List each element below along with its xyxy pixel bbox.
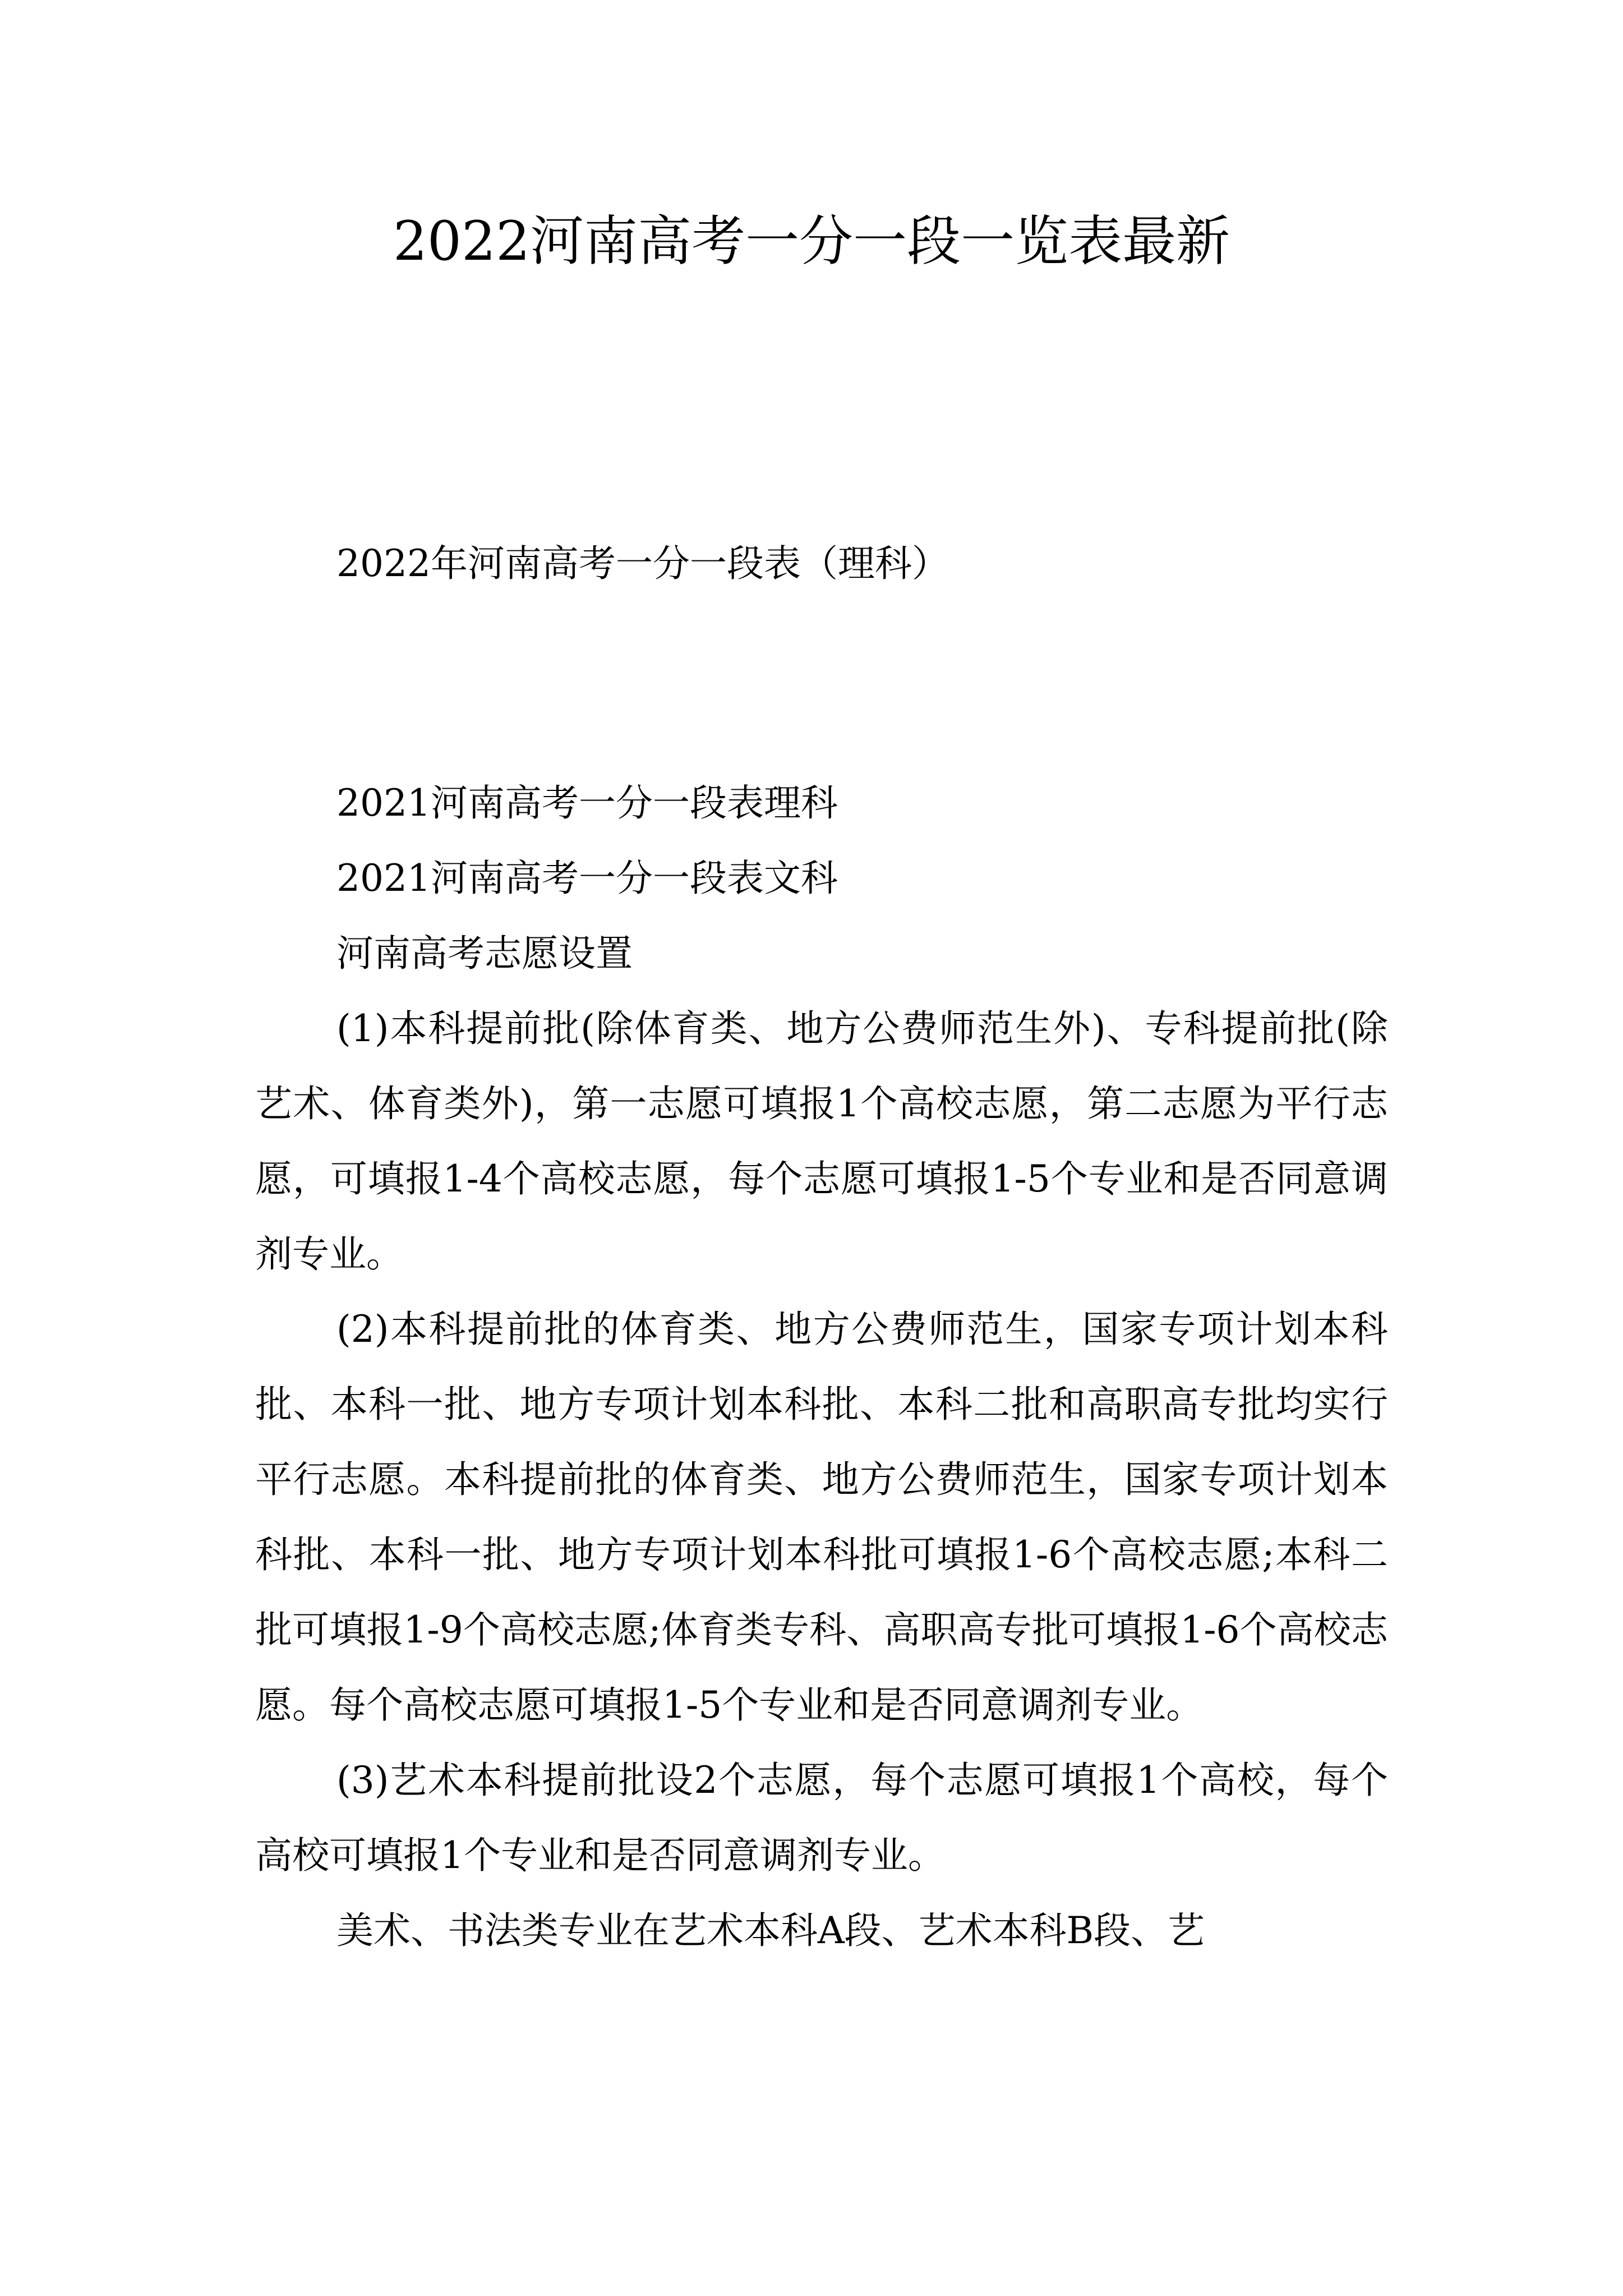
document-title: 2022河南高考一分一段一览表最新 — [393, 210, 1230, 273]
section-heading: 河南高考志愿设置 — [336, 932, 633, 975]
paragraph: (2)本科提前批的体育类、地方公费师范生，国家专项计划本科批、本科一批、地方专项计划本科批、本科二批和高职高专批均实行平行志愿。本科提前批的体育类、地方公费师范生，国家专项计划本科批、本科一批、地方专项计划本科批可填报1-6个高校志愿;本科二批可填报1-9个高校志愿;体育类专科、高职高专批可填报1-6个高校志愿。每个高校志愿可填报1-5个专业和是否同意调剂专业。 — [255, 1308, 1388, 1727]
text-line: 2021河南高考一分一段表文科 — [336, 857, 838, 900]
paragraph: (3)艺术本科提前批设2个志愿，每个志愿可填报1个高校，每个高校可填报1个专业和是否同意调剂专业。 — [255, 1759, 1388, 1877]
document-subtitle: 2022年河南高考一分一段表（理科） — [336, 542, 949, 585]
text-line: 2021河南高考一分一段表理科 — [336, 781, 838, 825]
paragraph: (1)本科提前批(除体育类、地方公费师范生外)、专科提前批(除艺术、体育类外)，第一志愿可填报1个高校志愿，第二志愿为平行志愿，可填报1-4个高校志愿，每个志愿可填报1-5个专业和是否同意调剂专业。 — [255, 1007, 1388, 1276]
document-body — [255, 766, 1388, 1968]
paragraph: 美术、书法类专业在艺术本科A段、艺术本科B段、艺 — [336, 1909, 1205, 1952]
